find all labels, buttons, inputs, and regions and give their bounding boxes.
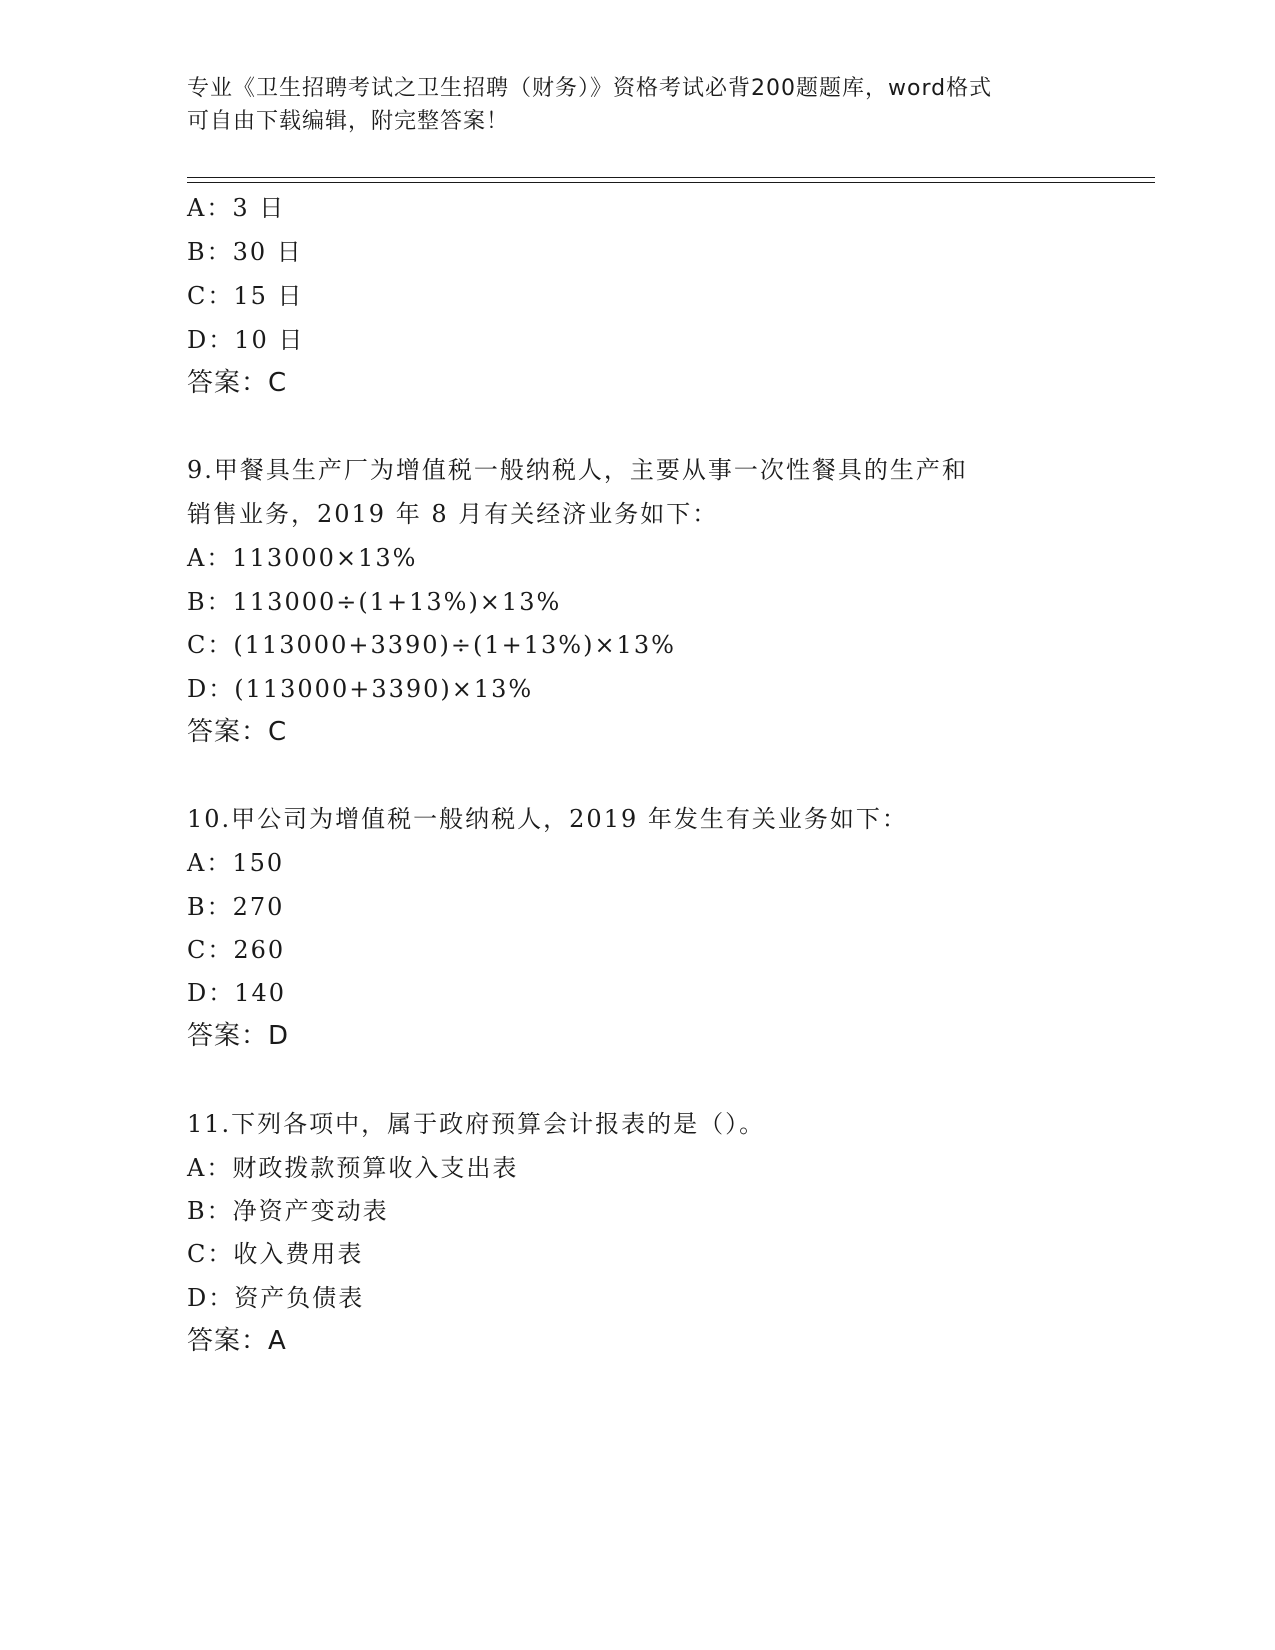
header-divider-bottom xyxy=(187,182,1155,183)
q10-option-a: A：150 xyxy=(187,849,285,877)
q8-option-b: B：30 日 xyxy=(187,238,303,266)
q9-option-c: C：(113000+3390)÷(1+13%)×13% xyxy=(187,631,676,659)
q8-answer: 答案：C xyxy=(187,368,288,398)
q8-option-d: D：10 日 xyxy=(187,326,305,354)
document-header xyxy=(187,72,1067,138)
q11-stem: 11.下列各项中，属于政府预算会计报表的是（）。 xyxy=(187,1110,766,1138)
q10-stem: 10.甲公司为增值税一般纳税人，2019 年发生有关业务如下： xyxy=(187,805,908,833)
q9-option-b: B：113000÷(1+13%)×13% xyxy=(187,588,562,616)
q10-option-c: C：260 xyxy=(187,936,286,964)
q9-option-d: D：(113000+3390)×13% xyxy=(187,675,534,703)
q10-answer: 答案：D xyxy=(187,1021,290,1051)
q11-option-d: D：资产负债表 xyxy=(187,1284,365,1312)
q10-option-d: D：140 xyxy=(187,979,287,1007)
q11-option-b: B：净资产变动表 xyxy=(187,1197,389,1225)
header-line-2: 可自由下载编辑，附完整答案！ xyxy=(187,109,510,134)
q11-option-c: C：收入费用表 xyxy=(187,1240,364,1268)
q10-option-b: B：270 xyxy=(187,893,285,921)
q11-option-a: A：财政拨款预算收入支出表 xyxy=(187,1154,519,1182)
q8-option-a: A：3 日 xyxy=(187,194,286,222)
q8-option-c: C：15 日 xyxy=(187,282,304,310)
q9-stem-line-2: 销售业务，2019 年 8 月有关经济业务如下： xyxy=(187,500,719,528)
q9-option-a: A：113000×13% xyxy=(187,544,418,572)
header-divider-top xyxy=(187,177,1155,178)
q9-stem-line-1: 9.甲餐具生产厂为增值税一般纳税人，主要从事一次性餐具的生产和 xyxy=(187,456,968,484)
header-line-1: 专业《卫生招聘考试之卫生招聘（财务）》资格考试必背200题题库，word格式 xyxy=(187,76,993,101)
q11-answer: 答案：A xyxy=(187,1326,287,1356)
q9-answer: 答案：C xyxy=(187,717,288,747)
